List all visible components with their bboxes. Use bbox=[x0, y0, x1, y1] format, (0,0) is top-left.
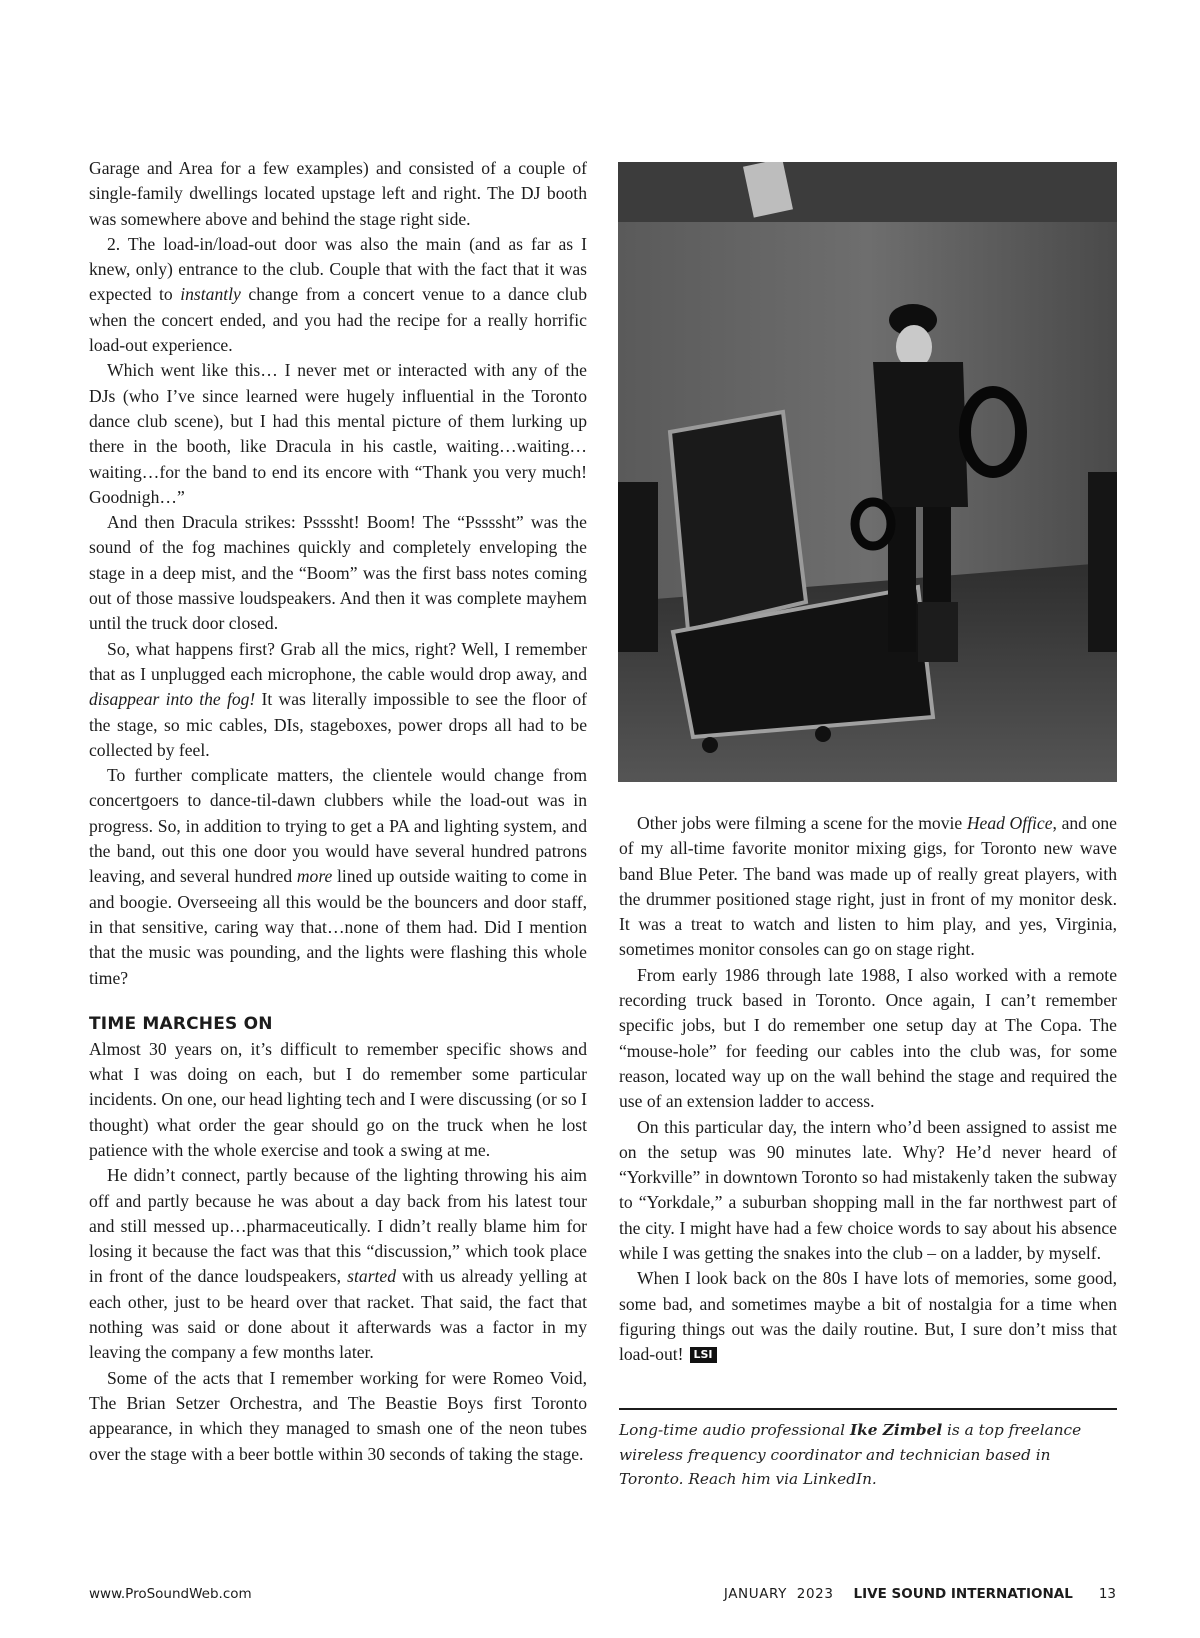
paragraph: To further complicate matters, the clientele would change from concertgoers to dance-til-dawn clubbers while the load-out was in progress. So, in addition to trying to get a PA and lighting system, and the band, out this one door you would have several hundred patrons leaving, and several hundred more lined up outside waiting to come in and boogie. Overseeing all this would be the bouncers and door staff, in that sensitive, caring way that…none of them had. Did I mention that the music was pounding, and the lights were flashing this whole time? bbox=[89, 765, 587, 988]
end-mark-badge: LSI bbox=[690, 1347, 717, 1363]
paragraph: When I look back on the 80s I have lots of memories, some good, some bad, and sometimes maybe a bit of nostalgia for a time when figuring things out was the daily routine. But, I sure don’t miss that load-out! LSI bbox=[619, 1268, 1117, 1365]
magazine-name: LIVE SOUND INTERNATIONAL bbox=[853, 1586, 1073, 1602]
paragraph: So, what happens first? Grab all the mics, right? Well, I remember that as I unplugged each microphone, the cable would drop away, and disappear into the fog! It was literally impossible to see the floor of the stage, so mic cables, DIs, stageboxes, power drops all had to be collected by feel. bbox=[89, 638, 587, 760]
paragraph: Other jobs were filming a scene for the movie Head Office, and one of my all-time favorite monitor mixing gigs, for Toronto new wave band Blue Peter. The band was made up of really great players, with the drummer positioned stage right, just in front of my monitor desk. It was a treat to watch and listen to him play, and yes, Virginia, sometimes monitor consoles can go on stage right. bbox=[619, 813, 1117, 960]
paragraph: Some of the acts that I remember working for were Romeo Void, The Brian Setzer Orchestra, and The Beastie Boys first Toronto appearance, in which they managed to smash one of the neon tubes over the stage with a beer bottle within 30 seconds of taking the stage. bbox=[89, 1367, 587, 1464]
left-column bbox=[89, 156, 587, 1467]
section-heading: TIME MARCHES ON bbox=[89, 1013, 273, 1034]
paragraph: He didn’t connect, partly because of the lighting throwing his aim off and partly because he was about a day back from his latest tour and still messed up…pharmaceutically. I didn’t really blame him for losing it because the fact was that this “discussion,” which took place in front of the dance loudspeakers, started with us already yelling at each other, just to be heard over that racket. That said, the fact that nothing was said or done about it afterwards was a factor in my leaving the company a few months later. bbox=[89, 1165, 587, 1363]
author-bio: Long-time audio professional Ike Zimbel is a top freelance wireless frequency coordinator and technician based in Toronto. Reach him via LinkedIn. bbox=[619, 1421, 1082, 1488]
paragraph: On this particular day, the intern who’d been assigned to assist me on the setup was 90 minutes late. Why? He’d never heard of “Yorkville” in downtown Toronto so had mistakenly taken the subway to “Yorkdale,” a suburban shopping mall in the far northwest part of the city. I might have had a few choice words to say about his absence while I was getting the snakes into the club – on a ladder, by myself. bbox=[619, 1116, 1117, 1264]
paragraph: Garage and Area for a few examples) and consisted of a couple of single-family dwellings located upstage left and right. The DJ booth was somewhere above and behind the stage right side. bbox=[89, 158, 587, 229]
page-number: 13 bbox=[1098, 1586, 1116, 1602]
footer-website: www.ProSoundWeb.com bbox=[89, 1586, 252, 1602]
paragraph: And then Dracula strikes: Pssssht! Boom! The “Pssssht” was the sound of the fog machines quickly and completely enveloping the stage in a deep mist, and the “Boom” was the first bass notes coming out of those massive loudspeakers. And then it was complete mayhem until the truck door closed. bbox=[89, 512, 587, 634]
bio-divider bbox=[619, 1408, 1117, 1410]
article-photo bbox=[618, 162, 1117, 782]
footer-issue-info bbox=[724, 1586, 1116, 1602]
author-name: Ike Zimbel bbox=[849, 1421, 943, 1439]
right-column bbox=[619, 811, 1117, 1368]
issue-date: JANUARY 2023 bbox=[723, 1586, 834, 1602]
paragraph: Almost 30 years on, it’s difficult to remember specific shows and what I was doing on each, but I do remember some particular incidents. On one, our head lighting tech and I were discussing (or so I thought) what order the gear should go on the truck when he lost patience with the whole exercise and took a swing at me. bbox=[89, 1038, 587, 1160]
paragraph: From early 1986 through late 1988, I also worked with a remote recording truck based in Toronto. Once again, I can’t remember specific jobs, but I do remember one setup day at The Copa. The “mouse-hole” for feeding our cables into the club was, for some reason, located way up on the wall behind the stage and required the use of an extension ladder to access. bbox=[619, 964, 1117, 1112]
paragraph: Which went like this… I never met or interacted with any of the DJs (who I’ve since learned were hugely influential in the Toronto dance club scene), but I had this mental picture of them lurking up there in the booth, like Dracula in his castle, waiting…waiting…waiting…for the band to end its encore with “Thank you very much! Goodnigh…” bbox=[89, 360, 587, 507]
paragraph: 2. The load-in/load-out door was also the main (and as far as I knew, only) entrance to the club. Couple that with the fact that it was expected to instantly change from a concert venue to a dance club when the concert ended, and you had the recipe for a really horrific load-out experience. bbox=[89, 233, 587, 356]
